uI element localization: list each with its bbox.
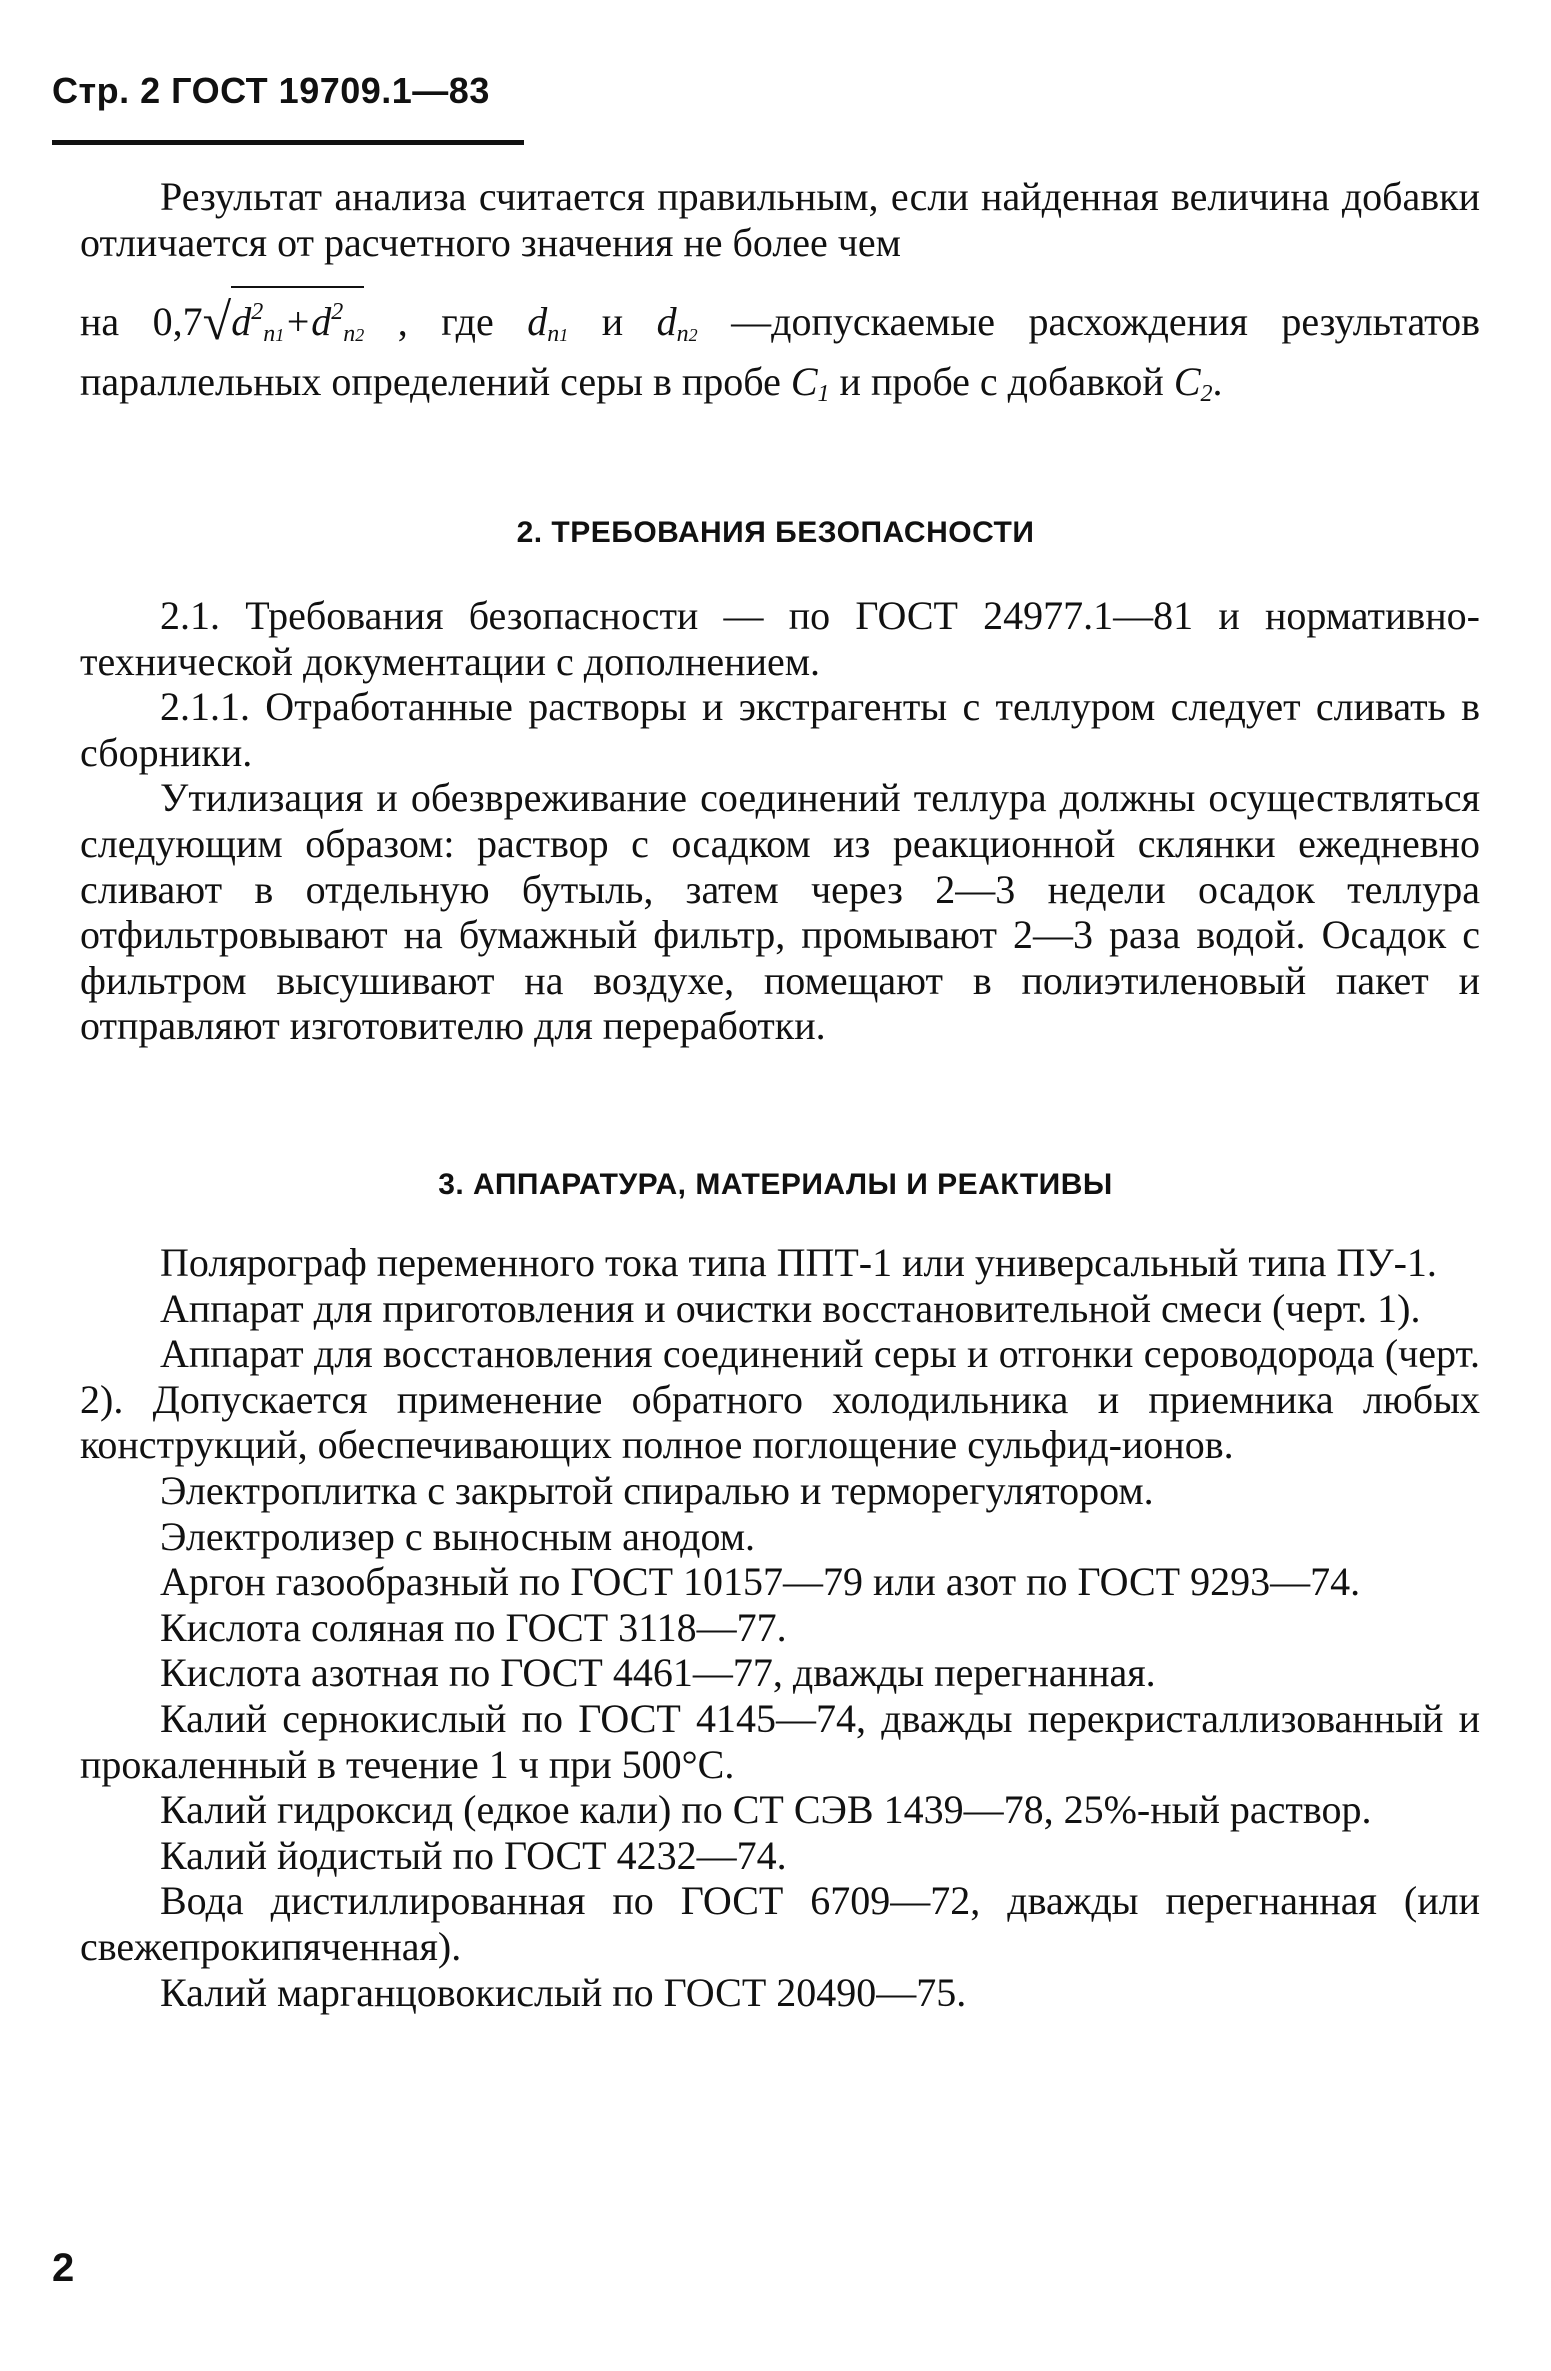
formula-after: , где — [397, 299, 494, 344]
section-3-body — [80, 1240, 1480, 2015]
formula-tail: и пробе с добавкой — [839, 358, 1164, 404]
page-number: 2 — [52, 2246, 75, 2290]
materials-item: Калий йодистый по ГОСТ 4232—74. — [160, 1832, 787, 1878]
formula-paragraph: на $0,7√d^2_{n1}+d^2_{n2}$ , где $d_{n1}$ и $d_{n2}$ —допускаемые расхождения результатов параллельных определений серы в пробе $C_1$ и пробе с добавкой $C_2$. — [80, 286, 1480, 417]
section-3-title: 3. АППАРАТУРА, МАТЕРИАЛЫ И РЕАКТИВЫ — [438, 1168, 1113, 1201]
formula-rest: —допускаемые расхождения результатов параллельных определений серы в пробе — [80, 299, 1481, 404]
materials-item: Полярограф переменного тока типа ППТ-1 или универсальный типа ПУ-1. — [160, 1240, 1437, 1285]
section-2-title: 2. ТРЕБОВАНИЯ БЕЗОПАСНОСТИ — [516, 516, 1035, 549]
page-header: Стр. 2 ГОСТ 19709.1—83 — [52, 70, 490, 111]
intro-block — [80, 174, 1480, 265]
materials-item: Аргон газообразный по ГОСТ 10157—79 или азот по ГОСТ 9293—74. — [160, 1559, 1361, 1605]
materials-item: Вода дистиллированная по ГОСТ 6709—72, дважды перегнанная (или свежепрокипяченная). — [80, 1878, 1480, 1969]
intro-line: Результат анализа считается правильным, если найденная величина добавки отличается от расчетного значения не более чем — [80, 174, 1480, 265]
sqrt-symbol: √ — [202, 294, 232, 351]
materials-item: Электроплитка с закрытой спиралью и терморегулятором. — [160, 1467, 1154, 1513]
formula-block — [80, 286, 1480, 417]
sqrt-expression — [203, 286, 365, 359]
materials-item: Электролизер с выносным анодом. — [160, 1513, 756, 1559]
section-2-paragraph: Утилизация и обезвреживание соединений теллура должны осуществляться следующим образом: раствор с осадком из реакционной склянки ежедневно сливают в отдельную бутыль, затем через 2—3 недели осадок теллура отфильтровывают на бумажный фильтр, промывают 2—3 раза водой. Осадок с фильтром высушивают на воздухе, помещают в полиэтиленовый пакет и отправляют изготовителю для переработки. — [80, 775, 1480, 1049]
materials-item: Аппарат для приготовления и очистки восстановительной смеси (черт. 1). — [160, 1285, 1421, 1331]
formula-prefix: на 0,7 — [80, 299, 203, 344]
materials-item: Кислота соляная по ГОСТ 3118—77. — [160, 1604, 787, 1650]
materials-item: Аппарат для восстановления соединений серы и отгонки сероводорода (черт. 2). Допускается применение обратного холодильника и приемника любых конструкций, обеспечивающих полное поглощение сульфид-ионов. — [80, 1331, 1480, 1468]
materials-item: Кислота азотная по ГОСТ 4461—77, дважды перегнанная. — [160, 1650, 1156, 1696]
materials-item: Калий гидроксид (едкое кали) по СТ СЭВ 1439—78, 25%-ный раствор. — [160, 1787, 1372, 1833]
sqrt-radicand: $d^2_{n1}+d^2_{n2}$ — [231, 286, 364, 359]
materials-item: Калий сернокислый по ГОСТ 4145—74, дважды перекристаллизованный и прокаленный в течение 1 ч при 500°С. — [80, 1695, 1480, 1787]
section-2-paragraph: 2.1. Требования безопасности — по ГОСТ 24977.1—81 и нормативно-технической документации с дополнением. — [80, 593, 1480, 684]
section-2-body — [80, 593, 1480, 1049]
section-2-paragraph: 2.1.1. Отработанные растворы и экстрагенты с теллуром следует сливать в сборники. — [80, 684, 1480, 775]
materials-item: Калий марганцовокислый по ГОСТ 20490—75. — [160, 1969, 967, 2015]
header-rule — [52, 140, 524, 145]
